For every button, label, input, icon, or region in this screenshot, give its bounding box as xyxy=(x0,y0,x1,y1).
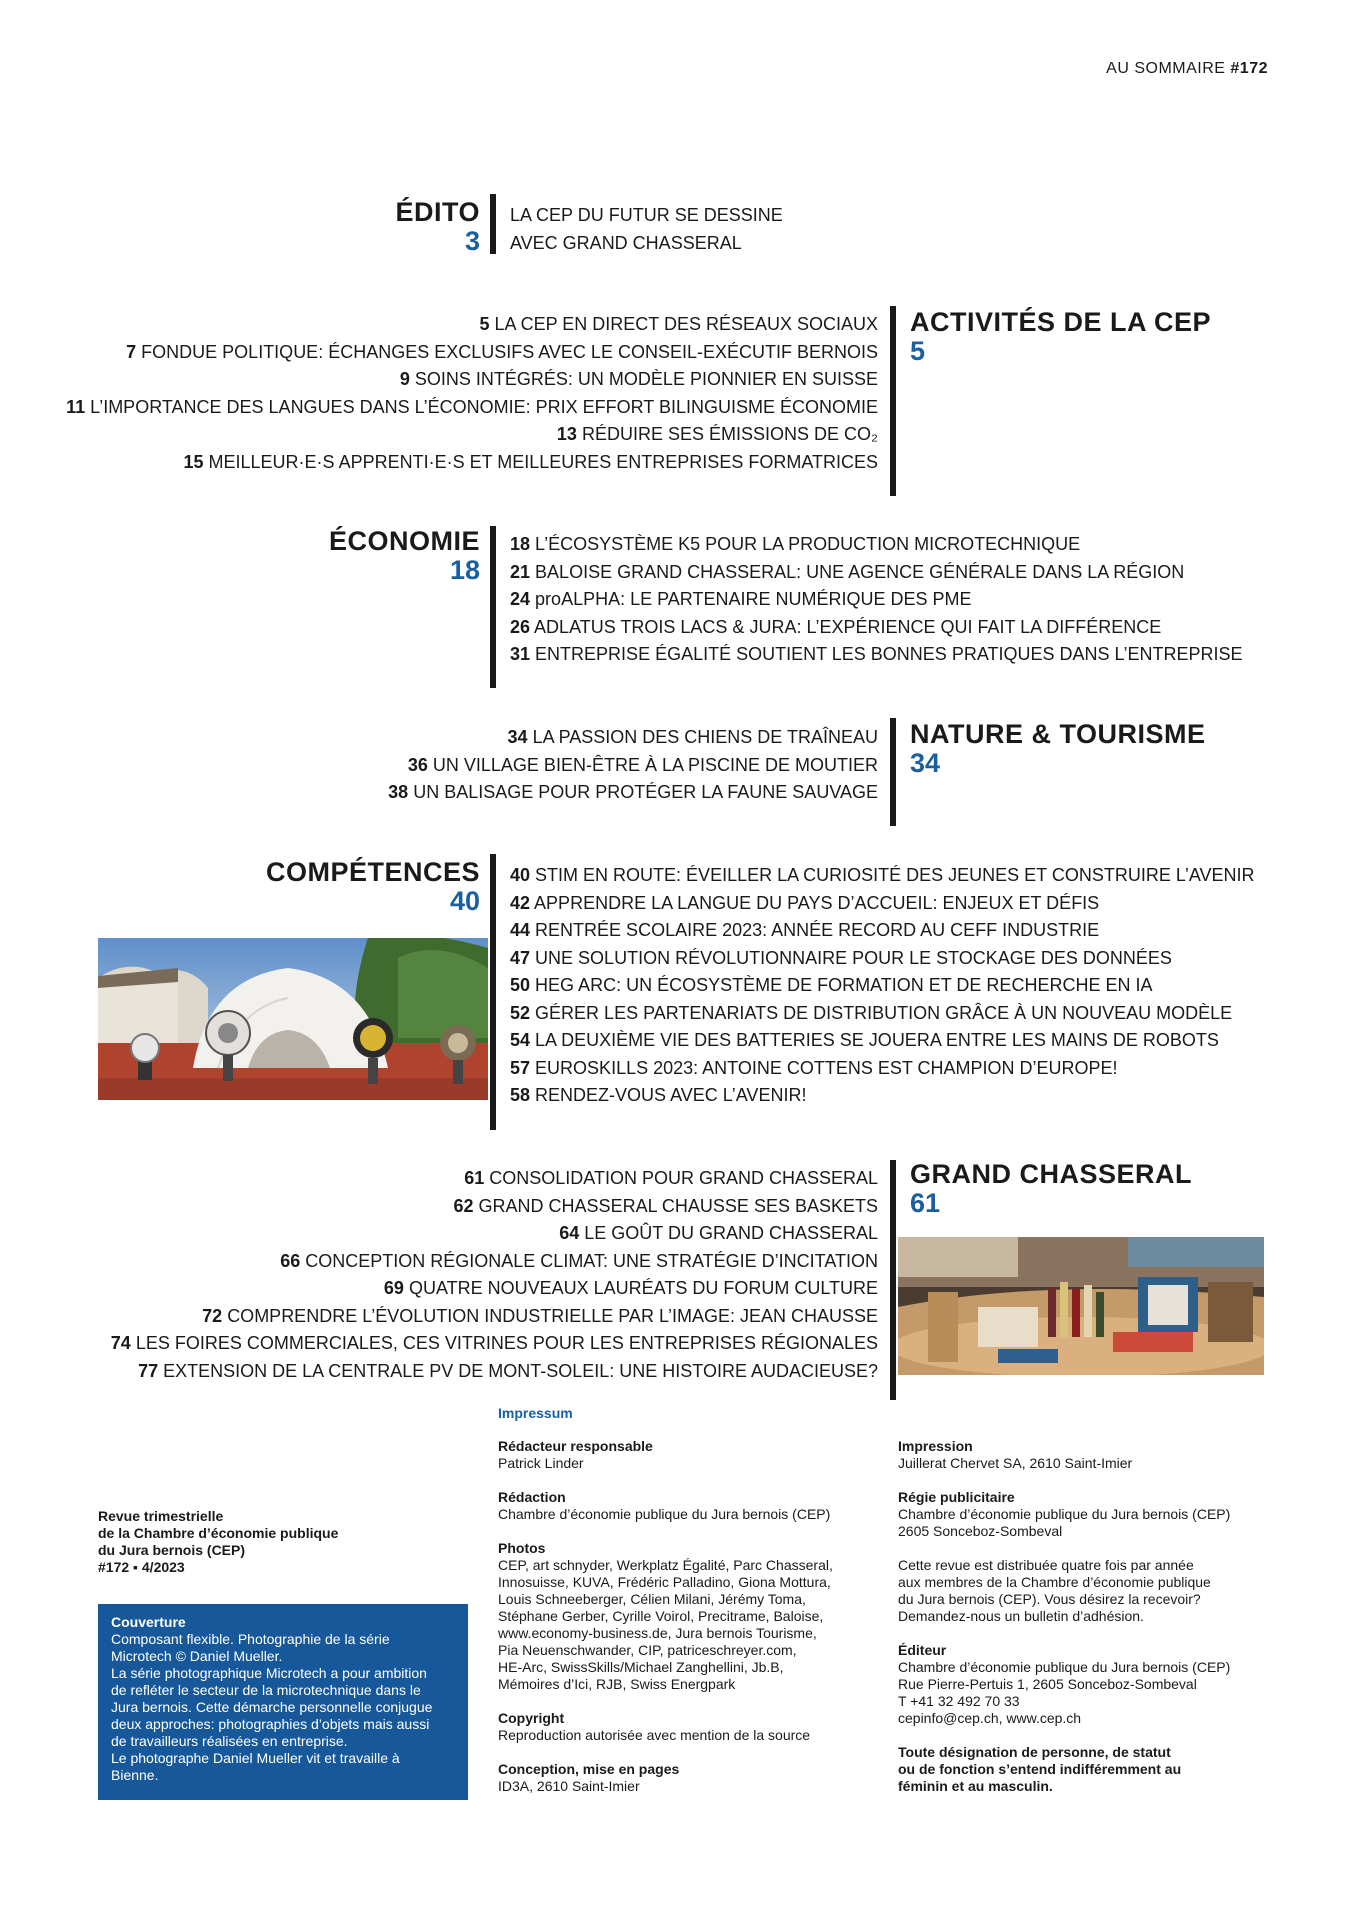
competences-heading xyxy=(266,858,480,915)
economie-title: ÉCONOMIE xyxy=(328,526,480,556)
edito-divider xyxy=(490,194,496,254)
header-prefix: AU SOMMAIRE xyxy=(1106,60,1231,77)
toc-item[interactable]: 11 L’IMPORTANCE DES LANGUES DANS L’ÉCONOMIE: PRIX EFFORT BILINGUISME ÉCONOMIE xyxy=(66,396,878,417)
impressum-heading: Impressum xyxy=(498,1405,573,1421)
toc-item[interactable]: 21 BALOISE GRAND CHASSERAL: UNE AGENCE GÉNÉRALE DANS LA RÉGION xyxy=(510,561,1185,582)
toc-item[interactable]: 62 GRAND CHASSERAL CHAUSSE SES BASKETS xyxy=(453,1195,878,1216)
toc-item[interactable]: 44 RENTRÉE SCOLAIRE 2023: ANNÉE RECORD AU CEFF INDUSTRIE xyxy=(510,920,1100,940)
nature-list xyxy=(388,724,878,807)
toc-item[interactable]: 74 LES FOIRES COMMERCIALES, CES VITRINES POUR LES ENTREPRISES RÉGIONALES xyxy=(110,1333,878,1353)
competences-list xyxy=(510,862,1255,1110)
nature-title: NATURE & TOURISME xyxy=(910,719,1206,749)
competences-page: 40 xyxy=(449,886,480,916)
chasseral-list xyxy=(111,1165,878,1385)
impressum-block: Photos CEP, art schnyder, Werkplatz Égalité, Parc Chasseral, Innosuisse, KUVA, Frédéric Palladino, Giona Mottura, Louis Schneeberger, Célien Milani, Jérémy Toma, Stéphane Gerber, Cyrille Voirol, Precitrame, Baloise, www.economy-business.de, Jura bernois Tourisme, Pia Neuenschwander, CIP, patriceschreyer.com, HE-Arc, SwissSkills/Michael Zanghellini, Jb.B, Mémoires d’Ici, RJB, Swiss Energpark xyxy=(498,1540,833,1692)
cover-info-box xyxy=(98,1604,468,1800)
toc-item[interactable]: 77 EXTENSION DE LA CENTRALE PV DE MONT-SOLEIL: UNE HISTOIRE AUDACIEUSE? xyxy=(138,1360,878,1381)
competences-divider xyxy=(490,854,496,1130)
impressum-block: Rédacteur responsable Patrick Linder xyxy=(498,1438,653,1471)
impressum-col-1 xyxy=(498,1438,878,1795)
nature-divider xyxy=(890,718,896,826)
chasseral-heading xyxy=(910,1160,1192,1217)
impressum-block: Éditeur Chambre d’économie publique du Jura bernois (CEP) Rue Pierre-Pertuis 1, 2605 Sonceboz-Sombeval T +41 32 492 70 33 cepinfo@cep.ch, www.cep.ch xyxy=(898,1642,1231,1726)
nature-page: 34 xyxy=(910,748,941,778)
toc-item[interactable]: 50 HEG ARC: UN ÉCOSYSTÈME DE FORMATION ET DE RECHERCHE EN IA xyxy=(510,975,1153,995)
edito-heading xyxy=(395,198,480,255)
toc-item[interactable]: 64 LE GOÛT DU GRAND CHASSERAL xyxy=(559,1223,878,1243)
toc-item[interactable]: 13 RÉDUIRE SES ÉMISSIONS DE CO₂ xyxy=(556,424,878,444)
toc-item[interactable]: 54 LA DEUXIÈME VIE DES BATTERIES SE JOUERA ENTRE LES MAINS DE ROBOTS xyxy=(510,1030,1219,1050)
edito-line-2: AVEC GRAND CHASSERAL xyxy=(510,232,742,253)
economie-page: 18 xyxy=(449,555,480,585)
impressum-block: Régie publicitaire Chambre d’économie publique du Jura bernois (CEP) 2605 Sonceboz-Sombeval xyxy=(898,1489,1231,1539)
toc-item[interactable]: 26 ADLATUS TROIS LACS & JURA: L’EXPÉRIENCE QUI FAIT LA DIFFÉRENCE xyxy=(510,616,1162,637)
toc-item[interactable]: 61 CONSOLIDATION POUR GRAND CHASSERAL xyxy=(464,1168,878,1188)
toc-item[interactable]: 9 SOINS INTÉGRÉS: UN MODÈLE PIONNIER EN SUISSE xyxy=(399,369,878,389)
toc-item[interactable]: 42 APPRENDRE LA LANGUE DU PAYS D’ACCUEIL: ENJEUX ET DÉFIS xyxy=(510,892,1100,913)
toc-item[interactable]: 66 CONCEPTION RÉGIONALE CLIMAT: UNE STRATÉGIE D’INCITATION xyxy=(280,1250,878,1271)
toc-item[interactable]: 57 EUROSKILLS 2023: ANTOINE COTTENS EST CHAMPION D’EUROPE! xyxy=(510,1057,1118,1078)
toc-item[interactable]: 34 LA PASSION DES CHIENS DE TRAÎNEAU xyxy=(507,727,878,747)
toc-item[interactable]: 15 MEILLEUR·E·S APPRENTI·E·S ET MEILLEURES ENTREPRISES FORMATRICES xyxy=(183,451,878,472)
edito-title: ÉDITO xyxy=(395,197,480,227)
toc-item[interactable]: 47 UNE SOLUTION RÉVOLUTIONNAIRE POUR LE STOCKAGE DES DONNÉES xyxy=(510,947,1172,968)
cover-text: Composant flexible. Photographie de la série Microtech © Daniel Mueller. La série photographique Microtech a pour ambition de refléter le secteur de la microtechnique dans le Jura bernois. Cette démarche personnelle conjugue deux approches: photographies d’objets mais aussi de travailleurs réalisées en entreprise. Le photographe Daniel Mueller vit et travaille à Bienne. xyxy=(111,1631,433,1783)
competences-photo xyxy=(98,938,488,1100)
activites-divider xyxy=(890,306,896,496)
impressum-block: Conception, mise en pages ID3A, 2610 Saint-Imier xyxy=(498,1761,680,1794)
toc-item[interactable]: 40 STIM EN ROUTE: ÉVEILLER LA CURIOSITÉ DES JEUNES ET CONSTRUIRE L’AVENIR xyxy=(510,865,1255,885)
economie-list xyxy=(510,531,1243,669)
chasseral-page: 61 xyxy=(910,1188,941,1218)
toc-item[interactable]: 18 L’ÉCOSYSTÈME K5 POUR LA PRODUCTION MICROTECHNIQUE xyxy=(510,534,1081,554)
activites-list xyxy=(66,311,878,476)
impressum-block: Copyright Reproduction autorisée avec mention de la source xyxy=(498,1710,811,1743)
impressum-col-2 xyxy=(898,1438,1278,1795)
economie-divider xyxy=(490,526,496,688)
toc-item[interactable]: 52 GÉRER LES PARTENARIATS DE DISTRIBUTION GRÂCE À UN NOUVEAU MODÈLE xyxy=(510,1002,1233,1023)
toc-item[interactable]: 38 UN BALISAGE POUR PROTÉGER LA FAUNE SAUVAGE xyxy=(388,782,878,802)
revue-info: Revue trimestrielle de la Chambre d’économie publique du Jura bernois (CEP) #172 ▪ 4/2023 xyxy=(98,1508,339,1575)
toc-item[interactable]: 69 QUATRE NOUVEAUX LAURÉATS DU FORUM CULTURE xyxy=(383,1278,878,1298)
activites-heading xyxy=(910,308,1211,365)
nature-heading xyxy=(910,720,1206,777)
chasseral-photo xyxy=(898,1237,1264,1375)
toc-item[interactable]: 7 FONDUE POLITIQUE: ÉCHANGES EXCLUSIFS AVEC LE CONSEIL-EXÉCUTIF BERNOIS xyxy=(126,341,878,362)
issue-number: #172 xyxy=(1230,60,1268,77)
impressum-block: Impression Juillerat Chervet SA, 2610 Saint-Imier xyxy=(898,1438,1133,1471)
gender-note: Toute désignation de personne, de statut ou de fonction s’entend indifféremment au féminin et au masculin. xyxy=(898,1744,1182,1794)
toc-item[interactable]: 72 COMPRENDRE L’ÉVOLUTION INDUSTRIELLE PAR L’IMAGE: JEAN CHAUSSE xyxy=(202,1305,878,1326)
activites-page: 5 xyxy=(910,336,926,366)
chasseral-divider xyxy=(890,1160,896,1400)
activites-title: ACTIVITÉS DE LA CEP xyxy=(910,307,1212,337)
edito-page: 3 xyxy=(464,226,480,256)
toc-item[interactable]: 36 UN VILLAGE BIEN-ÊTRE À LA PISCINE DE MOUTIER xyxy=(407,754,878,775)
impressum-block: Rédaction Chambre d’économie publique du Jura bernois (CEP) xyxy=(498,1489,831,1522)
edito-line-1: LA CEP DU FUTUR SE DESSINE xyxy=(510,205,783,225)
economie-heading xyxy=(329,527,480,584)
edito-lines xyxy=(510,202,783,257)
toc-item[interactable]: 24 proALPHA: LE PARTENAIRE NUMÉRIQUE DES PME xyxy=(510,589,972,609)
cover-label: Couverture xyxy=(111,1614,186,1630)
toc-item[interactable]: 58 RENDEZ-VOUS AVEC L’AVENIR! xyxy=(510,1085,807,1105)
competences-title: COMPÉTENCES xyxy=(265,857,480,887)
chasseral-title: GRAND CHASSERAL xyxy=(910,1159,1193,1189)
toc-item[interactable]: 5 LA CEP EN DIRECT DES RÉSEAUX SOCIAUX xyxy=(479,314,878,334)
impressum-block: Cette revue est distribuée quatre fois par année aux membres de la Chambre d’économie publique du Jura bernois (CEP). Vous désirez la recevoir? Demandez-nous un bulletin d’adhésion. xyxy=(898,1557,1211,1624)
toc-item[interactable]: 31 ENTREPRISE ÉGALITÉ SOUTIENT LES BONNES PRATIQUES DANS L’ENTREPRISE xyxy=(510,644,1243,664)
issue-header xyxy=(1106,60,1268,78)
